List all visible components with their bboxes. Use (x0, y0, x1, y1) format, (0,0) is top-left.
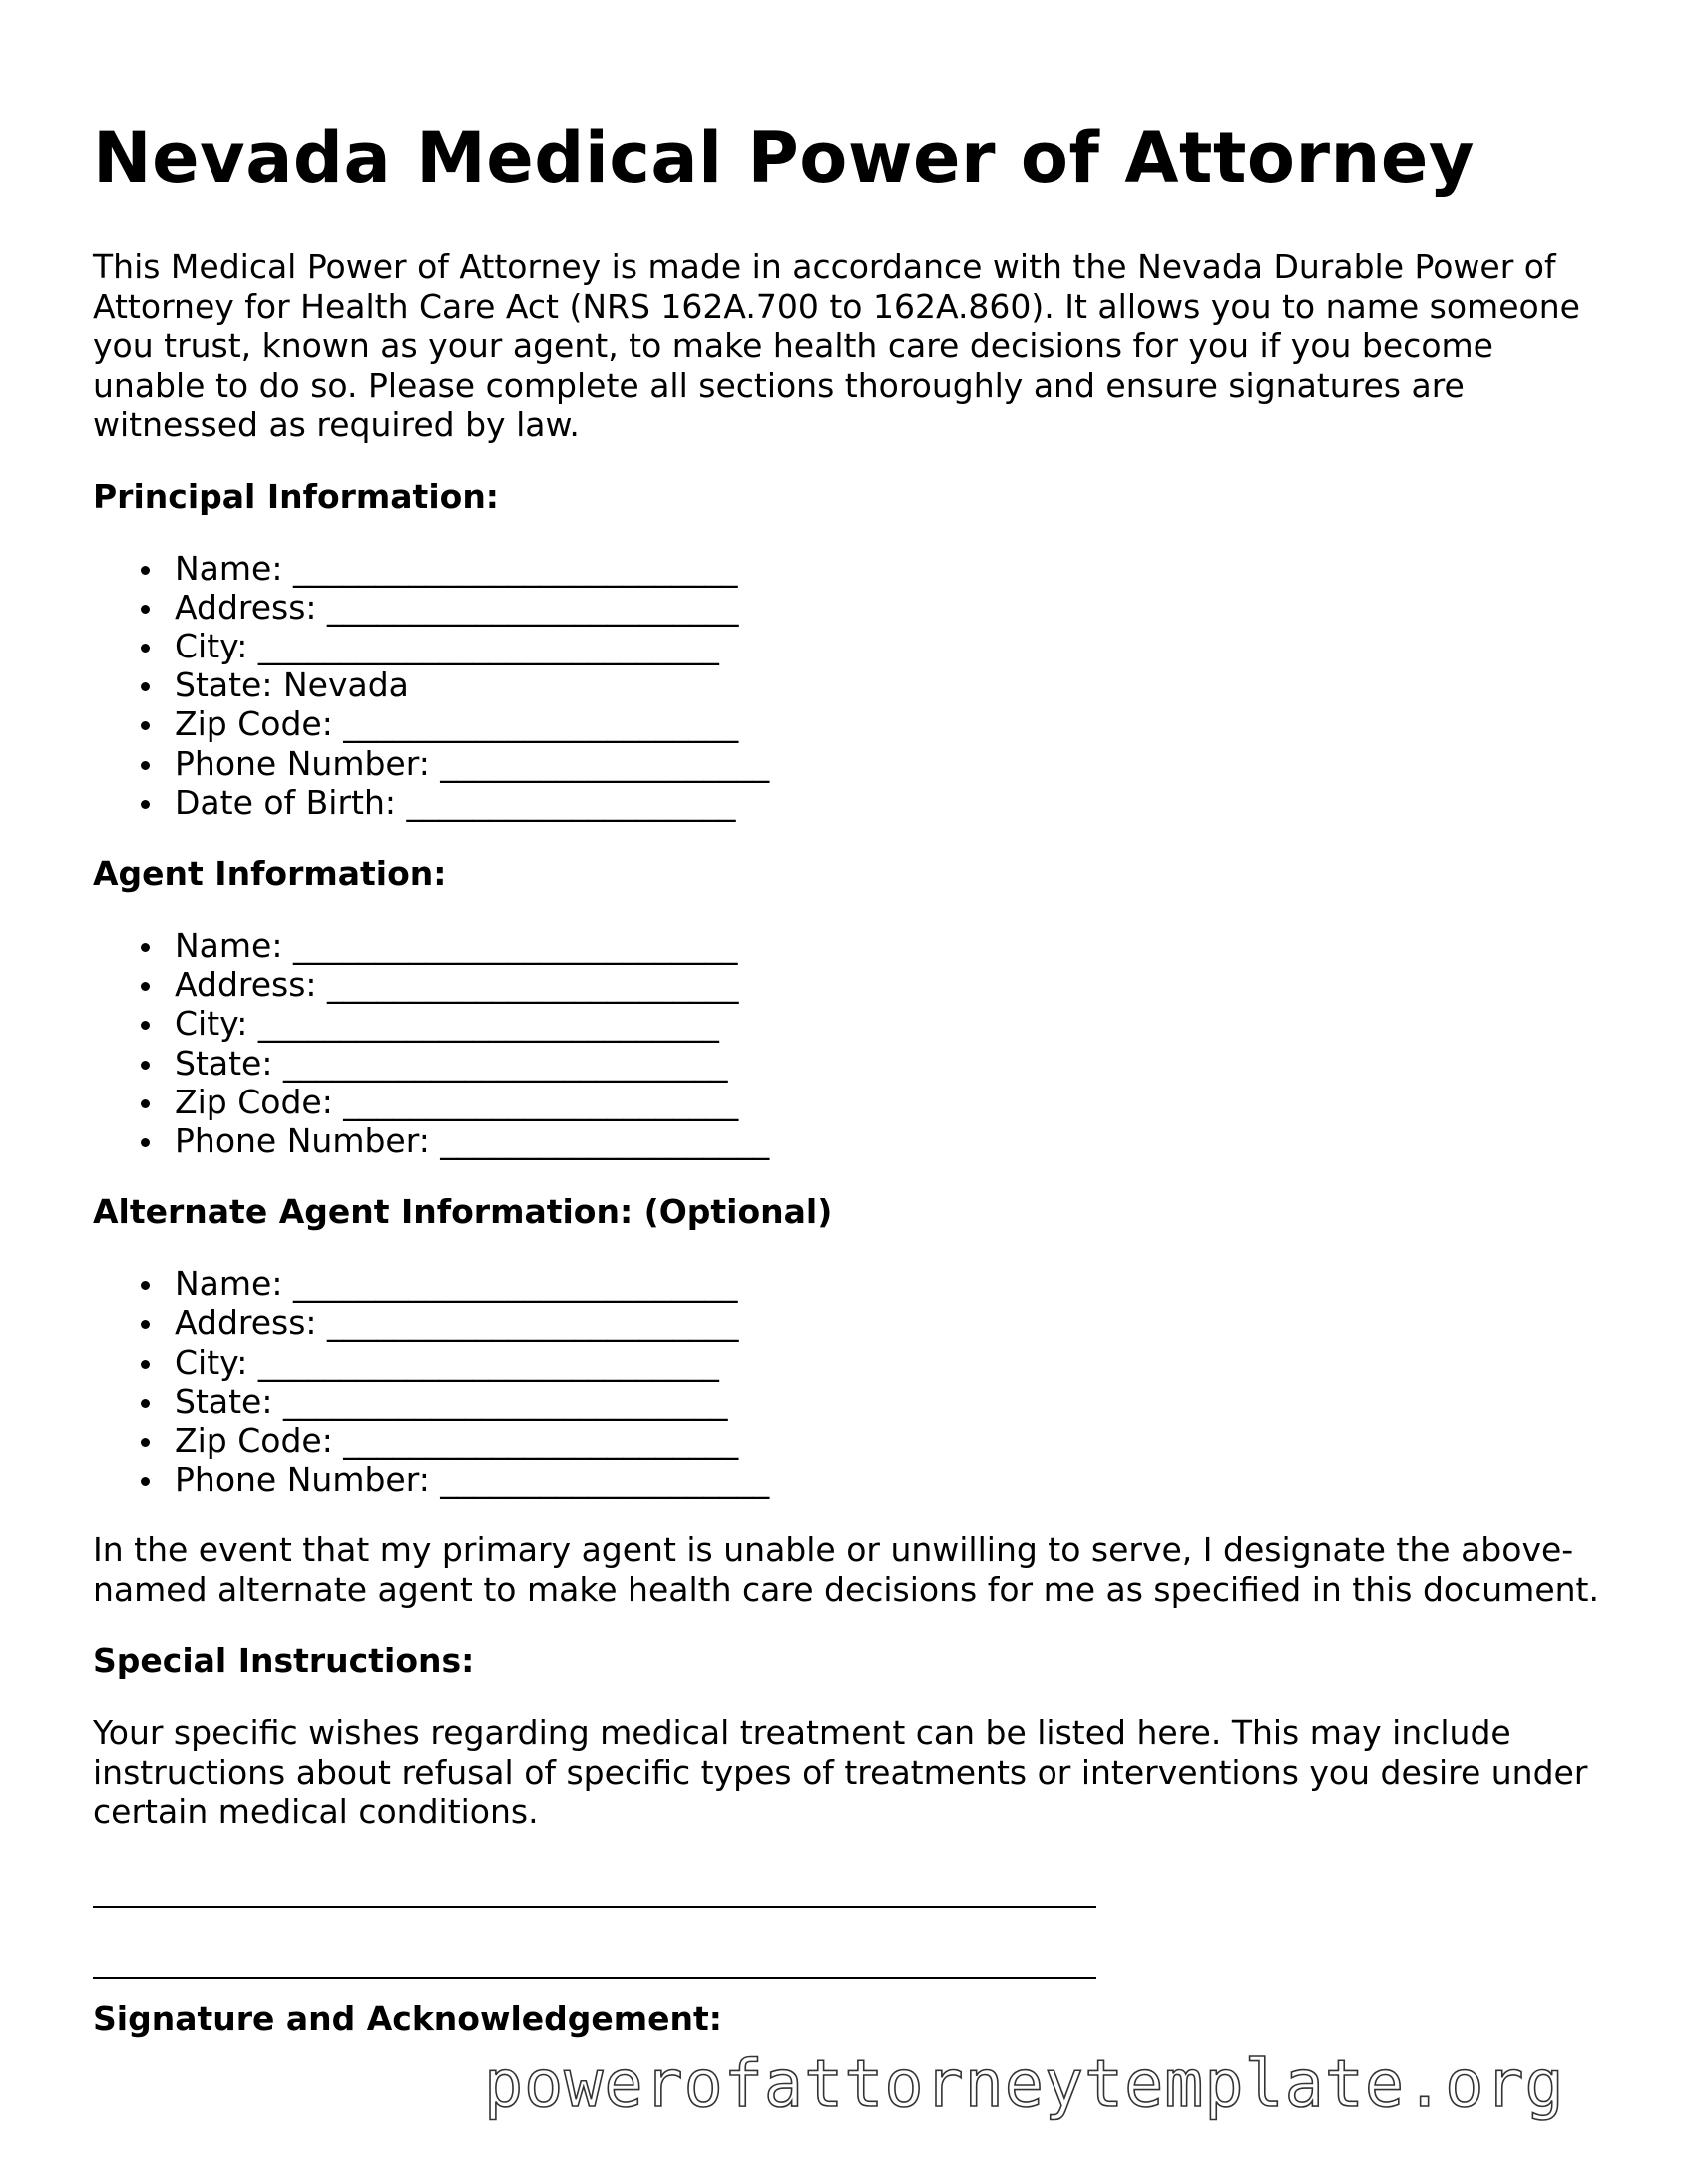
intro-paragraph: This Medical Power of Attorney is made in accordance with the Nevada Durable Power of Attorney for Health Care Act (NRS 162A.700 to 162A.860). It allows you to name someone you trust, known as your agent, to make health care decisions for you if you become unable to do so. Please complete all sections thoroughly and ensure signatures are witnessed as required by law. (93, 247, 1580, 444)
principal-zip-field: Zip Code: ________________________ (175, 704, 1609, 743)
agent-address-field: Address: _________________________ (175, 965, 1609, 1004)
instructions-blank-line-2 (93, 1977, 1096, 1979)
principal-phone-field: Phone Number: ____________________ (175, 744, 1609, 783)
watermark-text: powerofattorneytemplate.org (484, 2047, 1565, 2122)
agent-fields (93, 926, 1609, 1160)
alternate-city-field: City: ____________________________ (175, 1343, 1609, 1382)
alternate-agent-heading: Alternate Agent Information: (Optional) (93, 1192, 833, 1232)
alternate-agent-note: In the event that my primary agent is unable or unwilling to serve, I designate the above-named alternate agent to make health care decisions for me as specified in this document. (93, 1530, 1599, 1609)
agent-name-field: Name: ___________________________ (175, 926, 1609, 965)
special-instructions-text: Your specific wishes regarding medical treatment can be listed here. This may include instructions about refusal of specific types of treatments or interventions you desire under certain medical conditions. (93, 1713, 1588, 1832)
principal-address-field: Address: _________________________ (175, 588, 1609, 627)
alternate-state-field: State: ___________________________ (175, 1382, 1609, 1421)
principal-state-field: State: Nevada (175, 665, 1609, 704)
agent-city-field: City: ____________________________ (175, 1004, 1609, 1043)
agent-heading: Agent Information: (93, 853, 447, 893)
document-title: Nevada Medical Power of Attorney (93, 117, 1475, 199)
principal-city-field: City: ____________________________ (175, 627, 1609, 665)
agent-state-field: State: ___________________________ (175, 1044, 1609, 1083)
agent-zip-field: Zip Code: ________________________ (175, 1083, 1609, 1121)
alternate-agent-fields (93, 1264, 1609, 1499)
principal-dob-field: Date of Birth: ____________________ (175, 783, 1609, 822)
principal-heading: Principal Information: (93, 476, 500, 516)
alternate-phone-field: Phone Number: ____________________ (175, 1460, 1609, 1499)
alternate-zip-field: Zip Code: ________________________ (175, 1421, 1609, 1460)
instructions-blank-line-1 (93, 1906, 1096, 1908)
agent-phone-field: Phone Number: ____________________ (175, 1121, 1609, 1160)
principal-fields (93, 549, 1609, 822)
alternate-address-field: Address: _________________________ (175, 1303, 1609, 1342)
special-instructions-heading: Special Instructions: (93, 1641, 475, 1681)
principal-name-field: Name: ___________________________ (175, 549, 1609, 588)
document-page (93, 0, 1609, 2039)
signature-heading: Signature and Acknowledgement: (93, 1998, 722, 2038)
alternate-name-field: Name: ___________________________ (175, 1264, 1609, 1303)
